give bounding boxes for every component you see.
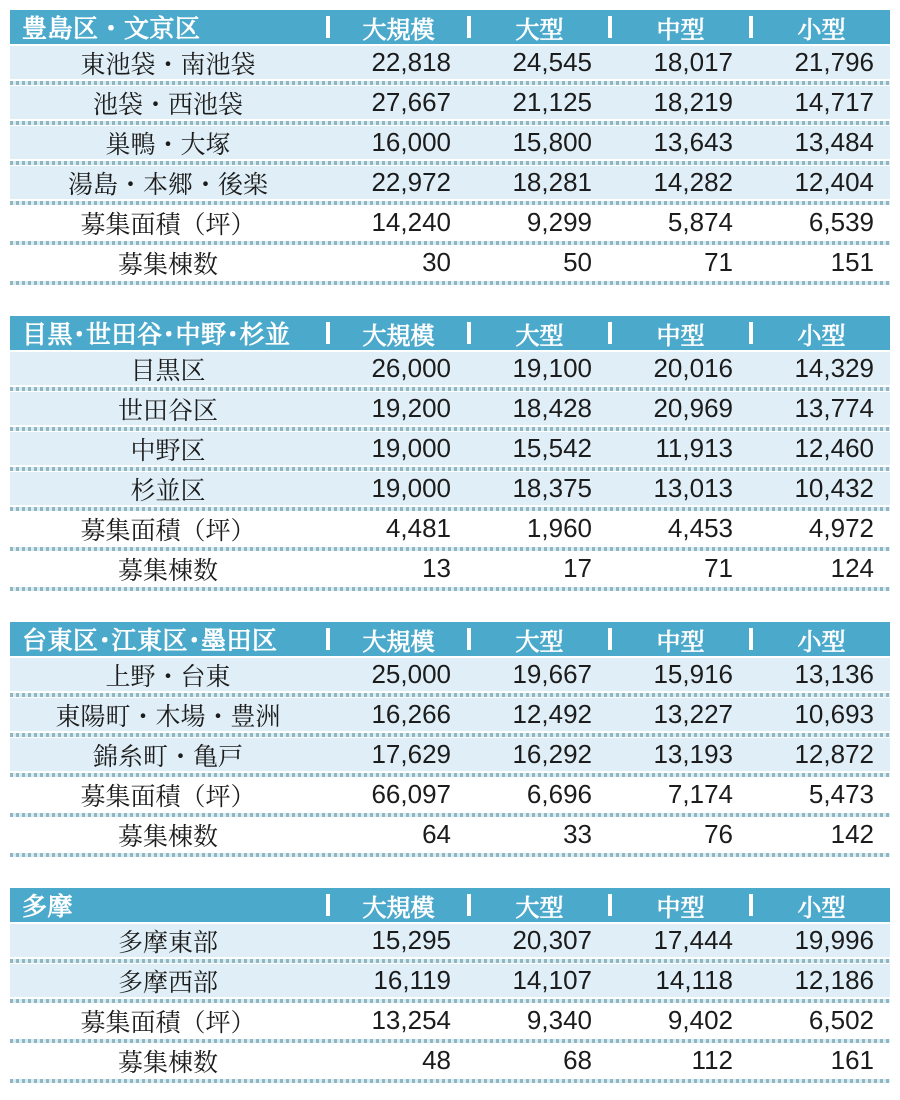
header-column [749, 888, 890, 922]
cell-value: 151 [830, 247, 874, 277]
cell-value: 12,186 [794, 965, 874, 995]
cell-value: 19,200 [371, 393, 451, 423]
header-column [467, 888, 608, 922]
cell-value: 13,136 [794, 659, 874, 689]
cell-value: 9,340 [526, 1005, 592, 1035]
header-column [326, 622, 467, 656]
row-separator [10, 1077, 890, 1084]
dashed-line [10, 587, 890, 591]
column-label: 大規模 [362, 894, 435, 922]
column-label: 中型 [656, 16, 705, 44]
table-row [10, 166, 890, 199]
cell-value: 19,996 [794, 925, 874, 955]
header-column [749, 10, 890, 44]
header-column [608, 316, 749, 350]
table-row [10, 512, 890, 545]
table-body [10, 924, 890, 1084]
cell-value: 16,119 [373, 965, 451, 995]
cell-value: 13,227 [653, 699, 733, 729]
cell-value: 16,000 [371, 127, 451, 157]
cell-value: 5,874 [667, 207, 733, 237]
table-row [10, 818, 890, 851]
cell-value: 15,916 [653, 659, 733, 689]
cell-value: 64 [422, 819, 451, 849]
cell-value: 21,125 [512, 87, 592, 117]
cell-value: 16,266 [371, 699, 451, 729]
column-label: 小型 [797, 16, 846, 44]
cell-value: 4,972 [808, 513, 874, 543]
cell-value: 124 [830, 553, 874, 583]
row-label: 募集面積（坪） [80, 210, 256, 239]
cell-value: 18,017 [653, 47, 733, 77]
column-label: 大型 [515, 894, 564, 922]
cell-value: 15,295 [371, 925, 451, 955]
column-label: 中型 [656, 322, 705, 350]
cell-value: 16,292 [512, 739, 592, 769]
header-column [326, 10, 467, 44]
cell-value: 18,428 [512, 393, 592, 423]
cell-value: 22,818 [371, 47, 451, 77]
column-label: 大規模 [362, 322, 435, 350]
cell-value: 13 [422, 553, 451, 583]
cell-value: 5,473 [808, 779, 874, 809]
column-label: 中型 [656, 894, 705, 922]
cell-value: 11,913 [655, 433, 733, 463]
cell-value: 112 [691, 1045, 733, 1075]
cell-value: 33 [563, 819, 592, 849]
table-row [10, 1044, 890, 1077]
table-row [10, 658, 890, 691]
header-column [467, 316, 608, 350]
row-label: 目黒区 [130, 356, 206, 385]
row-separator [10, 585, 890, 592]
cell-value: 19,000 [371, 473, 451, 503]
row-label: 池袋・西池袋 [92, 90, 243, 119]
cell-value: 14,282 [653, 167, 733, 197]
cell-value: 10,693 [794, 699, 874, 729]
cell-value: 21,796 [794, 47, 874, 77]
cell-value: 14,107 [512, 965, 592, 995]
cell-value: 71 [704, 247, 733, 277]
cell-value: 17,444 [653, 925, 733, 955]
row-label: 募集棟数 [117, 250, 218, 279]
cell-value: 22,972 [371, 167, 451, 197]
cell-value: 13,193 [653, 739, 733, 769]
column-label: 小型 [797, 628, 846, 656]
cell-value: 18,375 [512, 473, 592, 503]
cell-value: 48 [422, 1045, 451, 1075]
row-label: 巣鴨・大塚 [105, 130, 231, 159]
table-header [10, 10, 890, 46]
cell-value: 24,545 [512, 47, 592, 77]
cell-value: 4,453 [667, 513, 733, 543]
table-body [10, 352, 890, 592]
table-row [10, 552, 890, 585]
cell-value: 19,100 [512, 353, 592, 383]
cell-value: 19,000 [371, 433, 451, 463]
table-row [10, 1004, 890, 1037]
row-label: 多摩西部 [117, 968, 218, 997]
region-table [10, 316, 890, 592]
row-label: 募集棟数 [117, 1048, 218, 1077]
cell-value: 1,960 [526, 513, 592, 543]
table-row [10, 246, 890, 279]
table-row [10, 392, 890, 425]
cell-value: 66,097 [371, 779, 451, 809]
cell-value: 14,329 [794, 353, 874, 383]
cell-value: 26,000 [371, 353, 451, 383]
header-column [749, 622, 890, 656]
header-column [467, 10, 608, 44]
cell-value: 6,696 [526, 779, 592, 809]
row-label: 世田谷区 [117, 396, 218, 425]
cell-value: 12,460 [794, 433, 874, 463]
cell-value: 18,219 [653, 87, 733, 117]
column-label: 小型 [797, 322, 846, 350]
cell-value: 6,502 [808, 1005, 874, 1035]
row-label: 湯島・本郷・後楽 [67, 170, 268, 199]
cell-value: 7,174 [667, 779, 733, 809]
cell-value: 20,016 [653, 353, 733, 383]
header-column [608, 10, 749, 44]
table-row [10, 46, 890, 79]
cell-value: 25,000 [371, 659, 451, 689]
cell-value: 9,402 [667, 1005, 733, 1035]
header-column [467, 622, 608, 656]
cell-value: 14,240 [371, 207, 451, 237]
table-row [10, 126, 890, 159]
cell-value: 68 [563, 1045, 592, 1075]
cell-value: 13,013 [653, 473, 733, 503]
cell-value: 20,307 [512, 925, 592, 955]
row-label: 杉並区 [130, 476, 206, 505]
column-label: 大規模 [362, 16, 435, 44]
table-row [10, 778, 890, 811]
table-header [10, 888, 890, 924]
header-column [326, 316, 467, 350]
column-label: 大型 [515, 322, 564, 350]
header-column [608, 888, 749, 922]
cell-value: 14,717 [794, 87, 874, 117]
row-label: 錦糸町・亀戸 [92, 742, 243, 771]
column-label: 大型 [515, 628, 564, 656]
cell-value: 10,432 [794, 473, 874, 503]
cell-value: 4,481 [385, 513, 451, 543]
row-label: 東池袋・南池袋 [80, 50, 256, 79]
column-label: 小型 [797, 894, 846, 922]
cell-value: 20,969 [653, 393, 733, 423]
row-label: 募集面積（坪） [80, 1008, 256, 1037]
cell-value: 30 [422, 247, 451, 277]
region-table [10, 10, 890, 286]
region-table [10, 888, 890, 1084]
row-label: 東陽町・木場・豊洲 [55, 702, 281, 731]
cell-value: 18,281 [512, 167, 592, 197]
cell-value: 161 [830, 1045, 874, 1075]
cell-value: 15,542 [512, 433, 592, 463]
row-separator [10, 279, 890, 286]
table-row [10, 924, 890, 957]
table-title: 台東区･江東区･墨田区 [22, 627, 278, 655]
dashed-line [10, 1079, 890, 1083]
cell-value: 6,539 [808, 207, 874, 237]
column-label: 大型 [515, 16, 564, 44]
cell-value: 14,118 [655, 965, 733, 995]
table-row [10, 432, 890, 465]
cell-value: 13,774 [794, 393, 874, 423]
row-label: 募集面積（坪） [80, 782, 256, 811]
table-row [10, 206, 890, 239]
cell-value: 12,404 [794, 167, 874, 197]
table-row [10, 964, 890, 997]
cell-value: 15,800 [512, 127, 592, 157]
cell-value: 9,299 [526, 207, 592, 237]
row-label: 募集棟数 [117, 556, 218, 585]
table-row [10, 86, 890, 119]
cell-value: 76 [704, 819, 733, 849]
header-column [608, 622, 749, 656]
header-column [326, 888, 467, 922]
table-row [10, 352, 890, 385]
table-header [10, 622, 890, 658]
cell-value: 13,643 [653, 127, 733, 157]
cell-value: 12,872 [794, 739, 874, 769]
cell-value: 142 [830, 819, 874, 849]
row-label: 上野・台東 [105, 662, 231, 691]
row-label: 募集棟数 [117, 822, 218, 851]
column-label: 中型 [656, 628, 705, 656]
region-table [10, 622, 890, 858]
table-title: 多摩 [22, 893, 74, 921]
cell-value: 13,484 [794, 127, 874, 157]
dashed-line [10, 853, 890, 857]
cell-value: 19,667 [512, 659, 592, 689]
table-body [10, 46, 890, 286]
cell-value: 71 [704, 553, 733, 583]
column-label: 大規模 [362, 628, 435, 656]
cell-value: 50 [563, 247, 592, 277]
table-body [10, 658, 890, 858]
cell-value: 12,492 [512, 699, 592, 729]
cell-value: 13,254 [371, 1005, 451, 1035]
table-title: 目黒･世田谷･中野･杉並 [22, 321, 291, 349]
cell-value: 17,629 [371, 739, 451, 769]
row-separator [10, 851, 890, 858]
table-row [10, 738, 890, 771]
cell-value: 27,667 [371, 87, 451, 117]
dashed-line [10, 281, 890, 285]
row-label: 中野区 [130, 436, 206, 465]
row-label: 多摩東部 [117, 928, 218, 957]
table-row [10, 472, 890, 505]
cell-value: 17 [563, 553, 592, 583]
header-column [749, 316, 890, 350]
table-title: 豊島区・文京区 [22, 15, 201, 43]
table-header [10, 316, 890, 352]
row-label: 募集面積（坪） [80, 516, 256, 545]
table-row [10, 698, 890, 731]
